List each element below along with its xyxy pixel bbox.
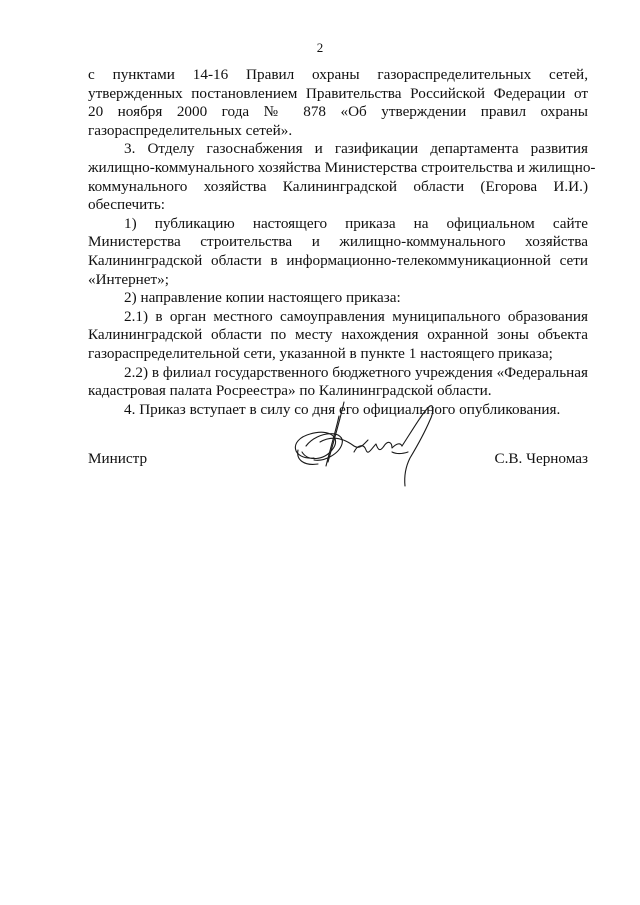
text-line: 20 ноября 2000 года № 878 «Об утверждении правил охраны xyxy=(88,103,588,121)
text-line: Калининградской области по месту нахождения охранной зоны объекта xyxy=(88,326,588,344)
text-line: Калининградской области в информационно-телекоммуникационной сети xyxy=(88,251,588,269)
text-line: утвержденных постановлением Правительства Российской Федерации от xyxy=(88,84,588,102)
text-line: 2.1) в орган местного самоуправления муниципального образования xyxy=(124,307,588,325)
document-body xyxy=(88,66,596,419)
text-line: кадастровая палата Росреестра» по Калининградской области. xyxy=(88,382,492,400)
text-line: «Интернет»; xyxy=(88,270,169,288)
text-line: 2) направление копии настоящего приказа: xyxy=(124,289,401,307)
signatory-name: С.В. Черномаз xyxy=(494,450,588,467)
text-line: 4. Приказ вступает в силу со дня его официального опубликования. xyxy=(124,400,561,418)
text-line: газораспределительной сети, указанной в пункте 1 настоящего приказа; xyxy=(88,344,553,362)
signature-block xyxy=(88,430,588,490)
page-number: 2 xyxy=(316,40,324,55)
text-line: 1) публикацию настоящего приказа на официальном сайте xyxy=(124,214,588,232)
text-line: коммунального хозяйства Калининградской области (Егорова И.И.) xyxy=(88,177,588,195)
text-line: газораспределительных сетей». xyxy=(88,121,293,139)
handwritten-signature xyxy=(284,400,444,490)
text-line: обеспечить: xyxy=(88,196,166,214)
signatory-title: Министр xyxy=(88,450,148,467)
text-line: 3. Отделу газоснабжения и газификации департамента развития xyxy=(124,140,588,158)
text-line: жилищно-коммунального хозяйства Министерства строительства и жилищно- xyxy=(88,158,596,176)
text-line: с пунктами 14-16 Правил охраны газораспределительных сетей, xyxy=(88,66,588,83)
text-line: Министерства строительства и жилищно-коммунального хозяйства xyxy=(88,233,588,251)
text-line: 2.2) в филиал государственного бюджетного учреждения «Федеральная xyxy=(124,363,588,381)
